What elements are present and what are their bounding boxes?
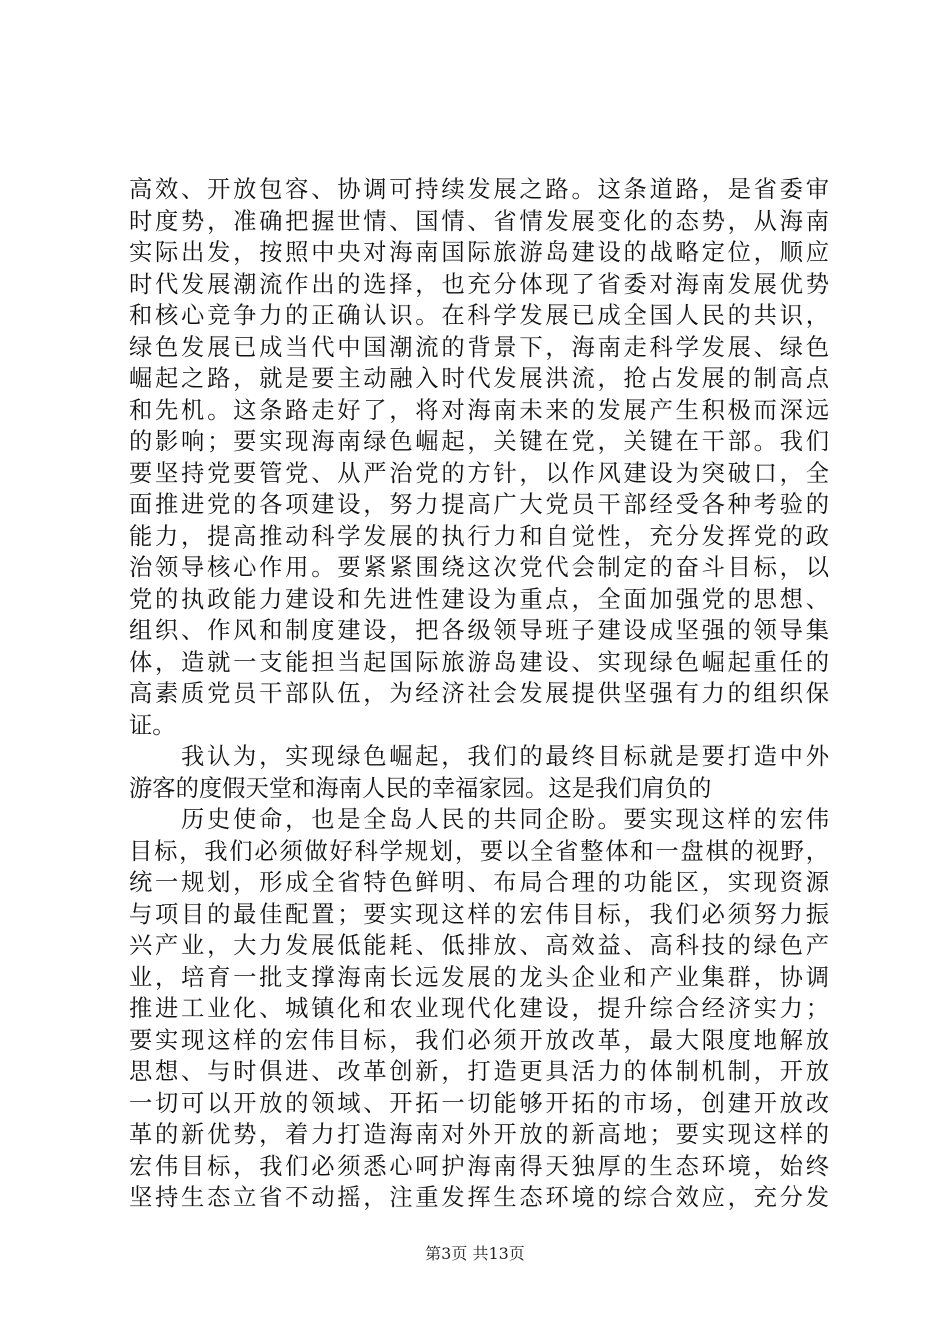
text-line: 和核心竞争力的正确认识。在科学发展已成全国人民的共识， (129, 302, 829, 329)
text-line: 崛起之路，就是要主动融入时代发展洪流，抢占发展的制高点 (129, 365, 829, 392)
body-text (129, 174, 829, 1214)
text-line: 和先机。这条路走好了，将对海南未来的发展产生积极而深远 (129, 396, 829, 424)
text-line: 体，造就一支能担当起国际旅游岛建设、实现绿色崛起重任的 (129, 648, 829, 676)
text-line: 要坚持党要管党、从严治党的方针，以作风建设为突破口，全 (129, 459, 829, 487)
paragraph-start-line: 历史使命，也是全岛人民的共同企盼。要实现这样的宏伟 (181, 806, 829, 833)
text-line: 坚持生态立省不动摇，注重发挥生态环境的综合效应，充分发 (129, 1184, 829, 1211)
text-line: 党的执政能力建设和先进性建设为重点，全面加强党的思想、 (129, 585, 829, 613)
paragraph-start-line: 我认为，实现绿色崛起，我们的最终目标就是要打造中外 (181, 743, 829, 770)
text-line: 游客的度假天堂和海南人民的幸福家园。这是我们肩负的 (129, 774, 712, 802)
text-line: 宏伟目标，我们必须悉心呵护海南得天独厚的生态环境，始终 (129, 1152, 829, 1180)
text-line: 组织、作风和制度建设，把各级领导班子建设成坚强的领导集 (129, 617, 829, 644)
text-line: 时度势，准确把握世情、国情、省情发展变化的态势，从海南 (129, 207, 829, 235)
text-line: 的影响；要实现海南绿色崛起，关键在党，关键在干部。我们 (129, 428, 829, 455)
text-line: 证。 (129, 711, 176, 739)
text-line: 思想、与时俱进、改革创新，打造更具活力的体制机制，开放 (129, 1058, 829, 1085)
text-line: 能力，提高推动科学发展的执行力和自觉性，充分发挥党的政 (129, 522, 829, 550)
text-line: 业，培育一批支撑海南长远发展的龙头企业和产业集群，协调 (129, 963, 829, 991)
text-line: 治领导核心作用。要紧紧围绕这次党代会制定的奋斗目标，以 (129, 554, 829, 581)
text-line: 革的新优势，着力打造海南对外开放的新高地；要实现这样的 (129, 1121, 829, 1148)
text-line: 统一规划，形成全省特色鲜明、布局合理的功能区，实现资源 (129, 869, 829, 896)
text-line: 推进工业化、城镇化和农业现代化建设，提升综合经济实力； (129, 995, 829, 1022)
text-line: 绿色发展已成当代中国潮流的背景下，海南走科学发展、绿色 (129, 333, 829, 361)
text-line: 时代发展潮流作出的选择，也充分体现了省委对海南发展优势 (129, 270, 829, 298)
text-line: 一切可以开放的领域、开拓一切能够开拓的市场，创建开放改 (129, 1089, 829, 1117)
text-line: 面推进党的各项建设，努力提高广大党员干部经受各种考验的 (129, 491, 829, 518)
text-line: 高素质党员干部队伍，为经济社会发展提供坚强有力的组织保 (129, 680, 829, 707)
text-line: 高效、开放包容、协调可持续发展之路。这条道路，是省委审 (129, 176, 829, 203)
text-line: 实际出发，按照中央对海南国际旅游岛建设的战略定位，顺应 (129, 239, 829, 266)
text-line: 兴产业，大力发展低能耗、低排放、高效益、高科技的绿色产 (129, 932, 829, 959)
page-number-footer: 第3页 共13页 (425, 1244, 525, 1263)
text-line: 与项目的最佳配置；要实现这样的宏伟目标，我们必须努力振 (129, 900, 829, 928)
text-line: 目标，我们必须做好科学规划，要以全省整体和一盘棋的视野， (129, 837, 829, 865)
text-line: 要实现这样的宏伟目标，我们必须开放改革，最大限度地解放 (129, 1026, 829, 1054)
